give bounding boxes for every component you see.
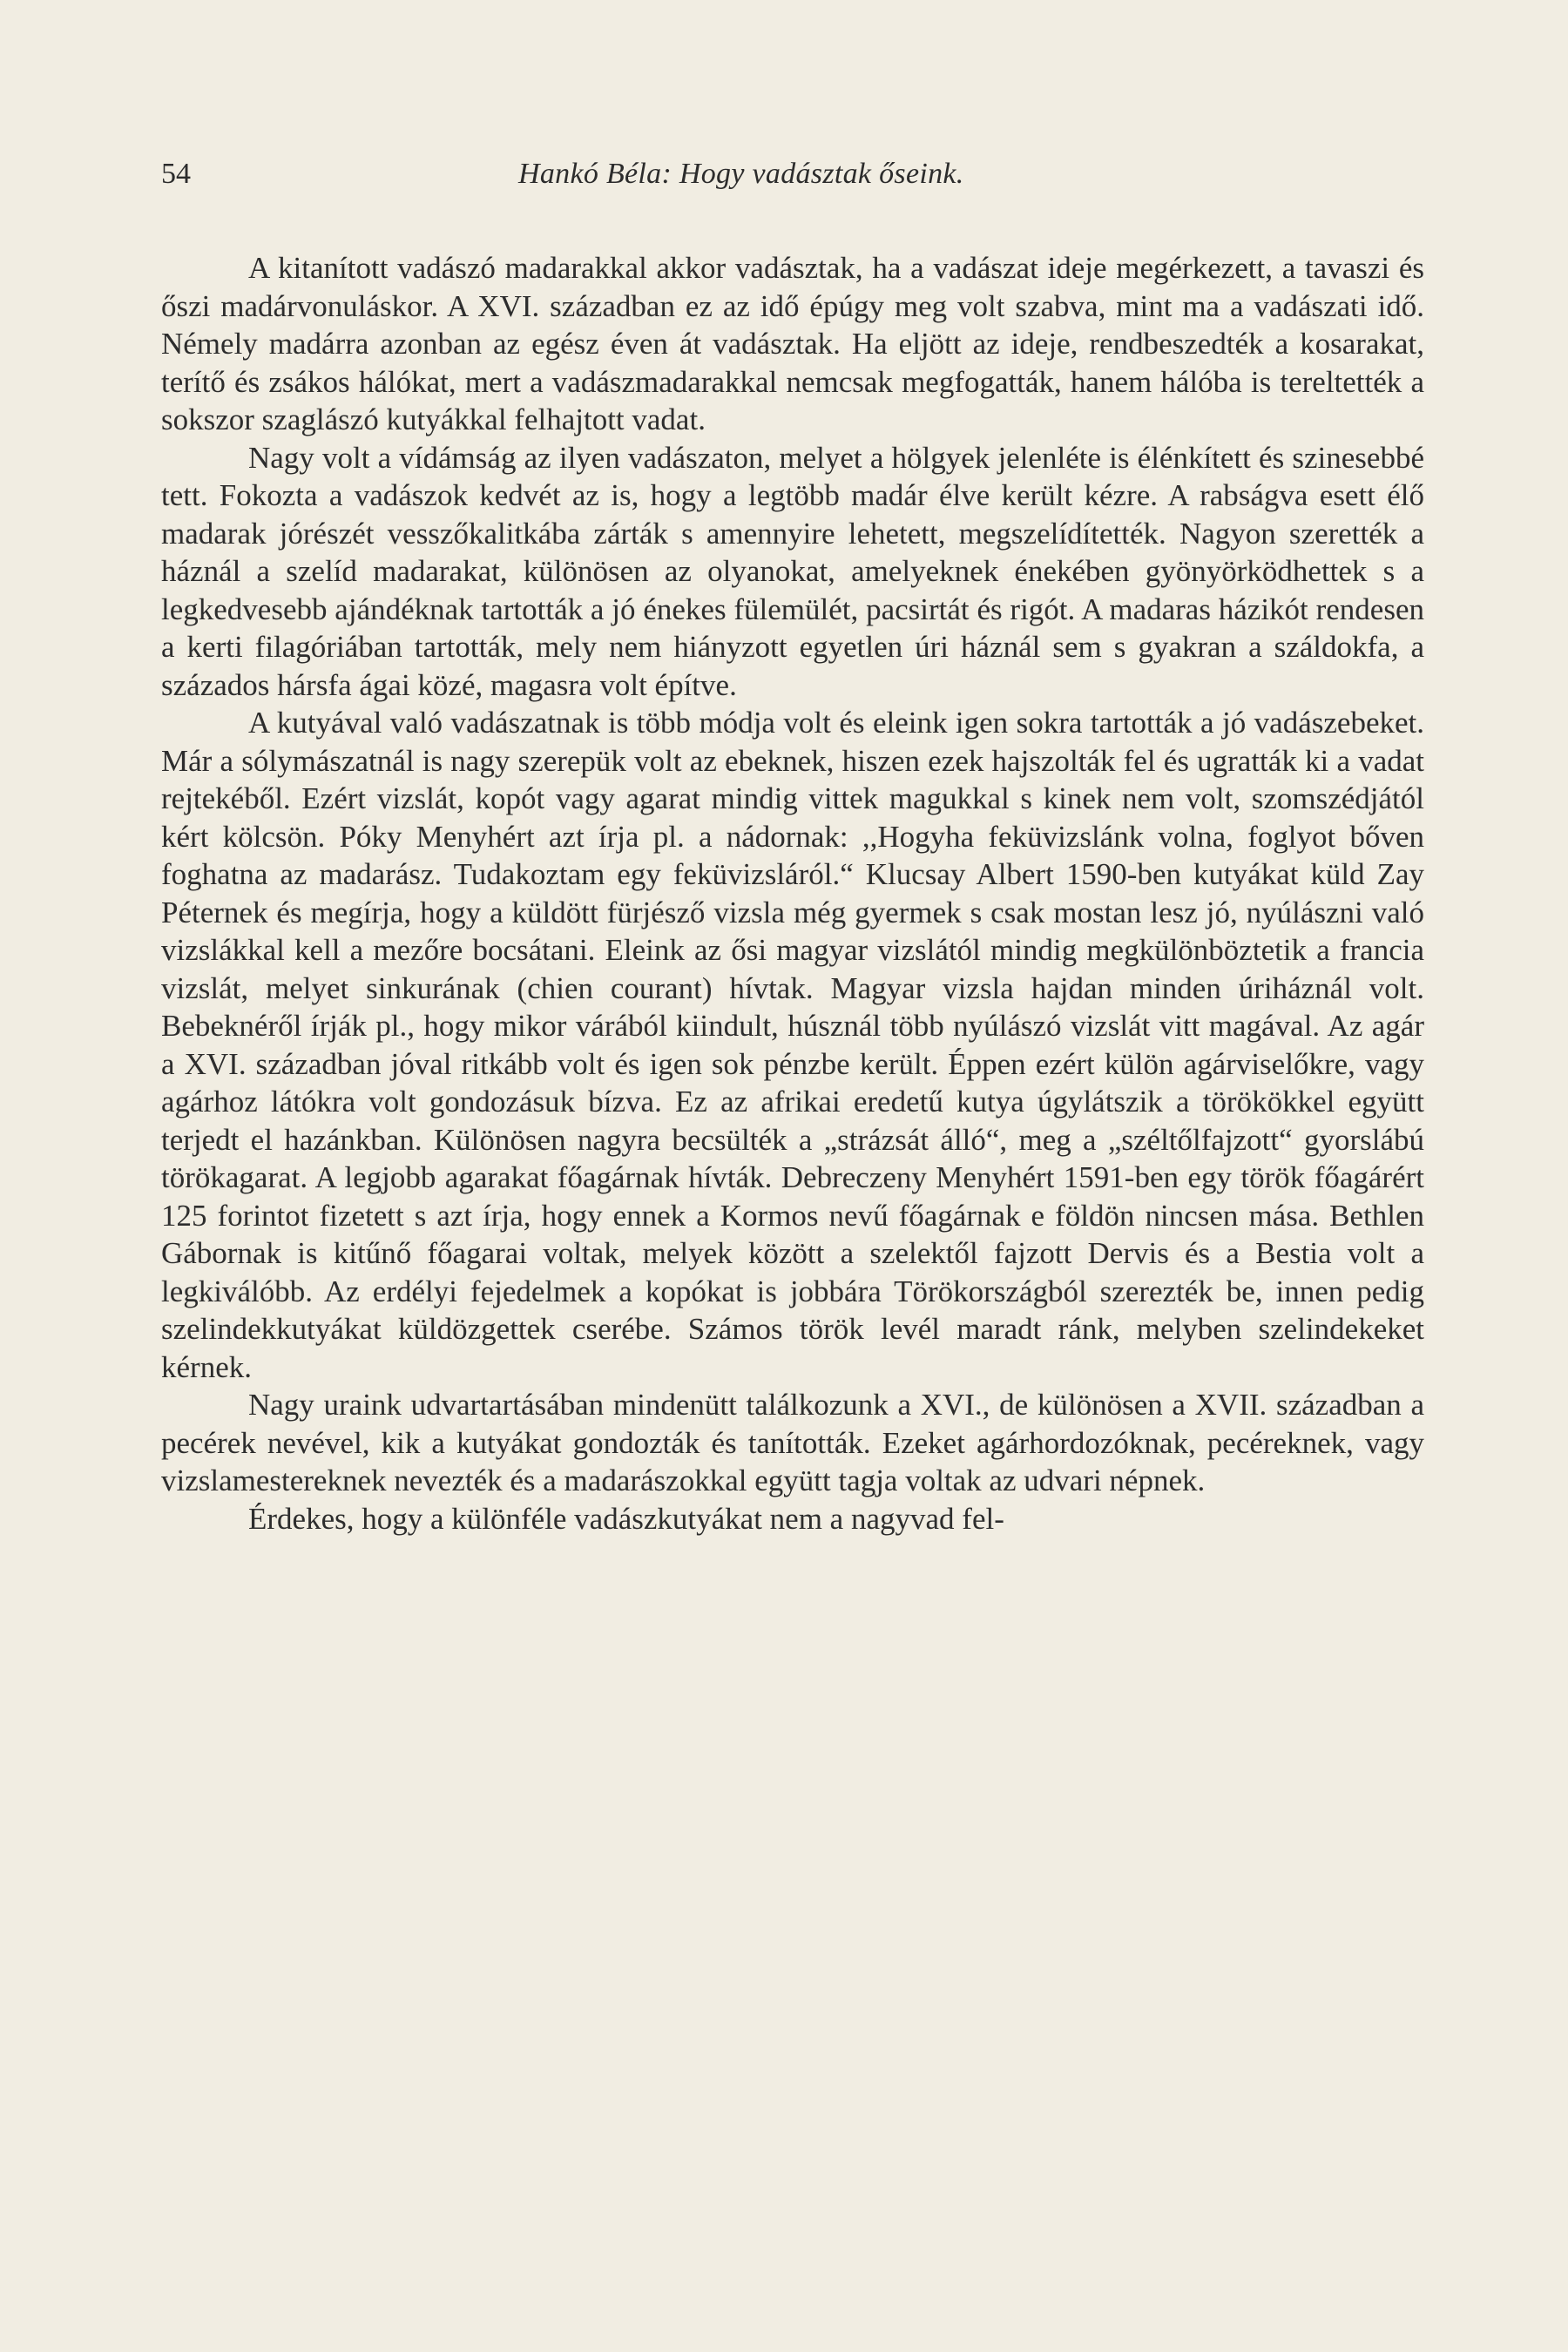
paragraph-3: A kutyával való vadászatnak is több módja volt és eleink igen sokra tartották a jó vadászebeket. Már a sólymászatnál is nagy szerepük volt az ebeknek, hiszen ezek hajszolták fel és ugratták ki a vadat rejtekéből. Ezért vizslát, kopót vagy agarat mindig vittek magukkal s kinek nem volt, szomszédjától kért kölcsön. Póky Menyhért azt írja pl. a nádornak: ,,Hogyha feküvizslánk volna, foglyot bőven foghatna az madarász. Tudakoztam egy feküvizsláról.“ Klucsay Albert 1590-ben kutyákat küld Zay Péternek és megírja, hogy a küldött fürjésző vizsla még gyermek s csak mostan lesz jó, nyúlászni való vizslákkal kell a mezőre bocsátani. Eleink az ősi magyar vizslától mindig megkülönböztetik a francia vizslát, melyet sinkurának (chien courant) hívtak. Magyar vizsla hajdan minden úriháznál volt. Bebeknéről írják pl., hogy mikor várából kiindult, húsznál több nyúlászó vizslát vitt magával. Az agár a XVI. században jóval ritkább volt és igen sok pénzbe került. Éppen ezért külön agárviselőkre, vagy agárhoz látókra volt gondozásuk bízva. Ez az afrikai eredetű kutya úgylátszik a törökökkel együtt terjedt el hazánkban. Különösen nagyra becsülték a „strázsát álló“, meg a „széltőlfajzott“ gyorslábú törökagarat. A legjobb agarakat főagárnak hívták. Debreczeny Menyhért 1591-ben egy török főagárért 125 forintot fizetett s azt írja, hogy ennek a Kormos nevű főagárnak e földön nincsen mása. Bethlen Gábornak is kitűnő főagarai voltak, melyek között a szelektől fajzott Dervis és a Bestia volt a legkiválóbb. Az erdélyi fejedelmek a kopókat is jobbára Törökországból szerezték be, innen pedig szelindekkutyákat küldözgettek cserébe. Számos török levél maradt ránk, melyben szelindekeket kérnek. — [161, 706, 1424, 1384]
page-number: 54 — [161, 158, 191, 190]
page-header — [161, 157, 1416, 206]
paragraph-5: Érdekes, hogy a különféle vadászkutyákat nem a nagyvad fel- — [248, 1501, 1004, 1536]
paragraph-2: Nagy volt a vídámság az ilyen vadászaton, melyet a hölgyek jelenléte is élénkített és szinesebbé tett. Fokozta a vadászok kedvét az is, hogy a legtöbb madár élve került kézre. A rabságva esett élő madarak jórészét vesszőkalitkába zárták s amennyire lehetett, megszelídítették. Nagyon szerették a háznál a szelíd madarakat, különösen az olyanokat, amelyeknek énekében gyönyörködhettek s a legkedvesebb ajándéknak tartották a jó énekes fülemülét, pacsirtát és rigót. A madaras házikót rendesen a kerti filagóriában tartották, mely nem hiányzott egyetlen úri háznál sem s gyakran a száldokfa, a százados hársfa ágai közé, magasra volt építve. — [161, 440, 1424, 702]
paragraph-1: A kitanított vadászó madarakkal akkor vadásztak, ha a vadászat ideje megérkezett, a tavaszi és őszi madárvonuláskor. A XVI. században ez az idő épúgy meg volt szabva, mint ma a vadászati idő. Némely madárra azonban az egész éven át vadásztak. Ha eljött az ideje, rendbeszedték a kosarakat, terítő és zsákos hálókat, mert a vadászmadarakkal nemcsak megfogatták, hanem hálóba is tereltették a sokszor szaglászó kutyákkal felhajtott vadat. — [161, 251, 1424, 436]
running-title: Hankó Béla: Hogy vadásztak őseink. — [518, 158, 964, 190]
body-text — [161, 249, 1424, 1538]
paragraph-4: Nagy uraink udvartartásában mindenütt találkozunk a XVI., de különösen a XVII. században a pecérek nevével, kik a kutyákat gondozták és tanították. Ezeket agárhordozóknak, pecéreknek, vagy vizslamestereknek nevezték és a madarászokkal együtt tagja voltak az udvari népnek. — [161, 1388, 1424, 1497]
